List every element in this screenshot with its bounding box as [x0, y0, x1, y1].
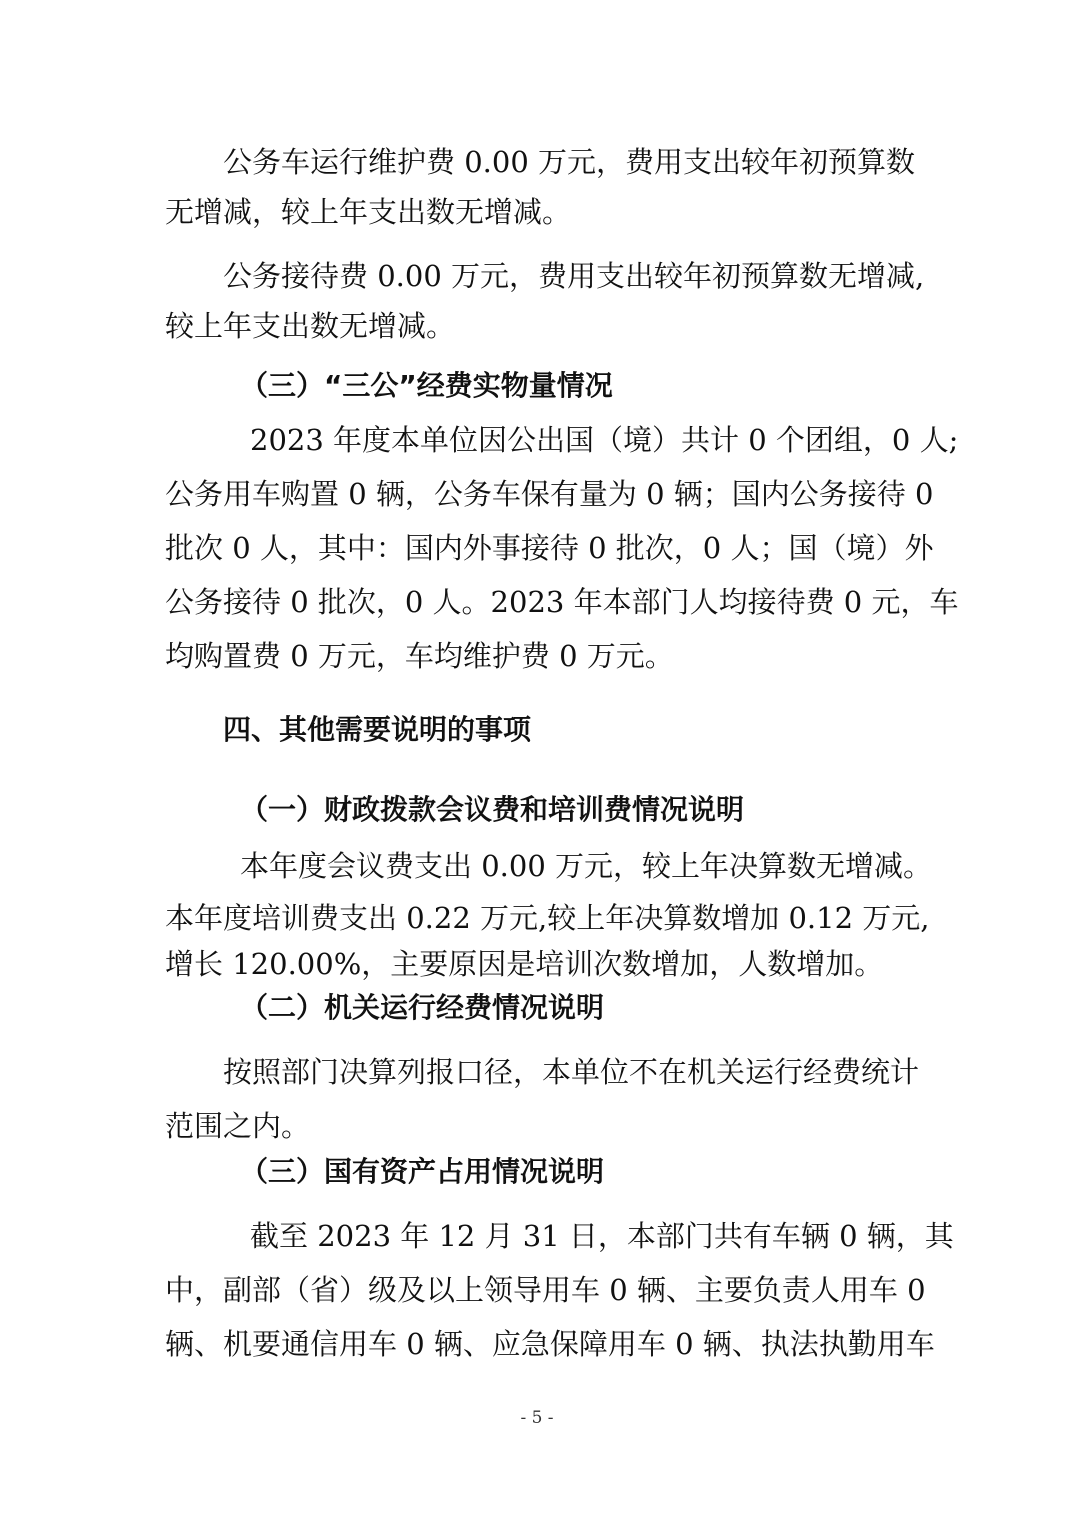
body-text-line: 本年度培训费支出 0.22 万元,较上年决算数增加 0.12 万元,	[165, 901, 930, 935]
chapter-heading: 四、其他需要说明的事项	[223, 713, 532, 746]
section-heading: （三）“三公”经费实物量情况	[240, 369, 613, 402]
body-text-line: 无增减，较上年支出数无增减。	[165, 195, 572, 229]
body-text-line: 按照部门决算列报口径，本单位不在机关运行经费统计	[223, 1055, 920, 1089]
page-number: - 5 -	[520, 1408, 554, 1428]
section-heading: （一）财政拨款会议费和培训费情况说明	[240, 793, 745, 826]
body-text-line: 截至 2023 年 12 月 31 日，本部门共有车辆 0 辆，其	[250, 1219, 954, 1253]
section-heading: （三）国有资产占用情况说明	[240, 1155, 605, 1188]
section-heading: （二）机关运行经费情况说明	[240, 991, 605, 1024]
body-text-line: 中，副部（省）级及以上领导用车 0 辆、主要负责人用车 0	[165, 1273, 926, 1307]
body-text-line: 辆、机要通信用车 0 辆、应急保障用车 0 辆、执法执勤用车	[165, 1327, 935, 1361]
body-text-line: 公务车运行维护费 0.00 万元，费用支出较年初预算数	[223, 145, 916, 179]
body-text-line: 范围之内。	[165, 1109, 311, 1143]
body-text-line: 公务接待 0 批次，0 人。2023 年本部门人均接待费 0 元，车	[165, 585, 959, 619]
body-text-line: 增长 120.00%，主要原因是培训次数增加，人数增加。	[165, 947, 884, 981]
body-text-line: 本年度会议费支出 0.00 万元，较上年决算数无增减。	[240, 849, 933, 883]
body-text-line: 批次 0 人，其中：国内外事接待 0 批次，0 人；国（境）外	[165, 531, 934, 565]
body-text-line: 公务接待费 0.00 万元，费用支出较年初预算数无增减,	[223, 259, 925, 293]
body-text-line: 2023 年度本单位因公出国（境）共计 0 个团组，0 人;	[250, 423, 959, 457]
body-text-line: 公务用车购置 0 辆，公务车保有量为 0 辆；国内公务接待 0	[165, 477, 934, 511]
body-text-line: 较上年支出数无增减。	[165, 309, 456, 343]
body-text-line: 均购置费 0 万元，车均维护费 0 万元。	[165, 639, 674, 673]
